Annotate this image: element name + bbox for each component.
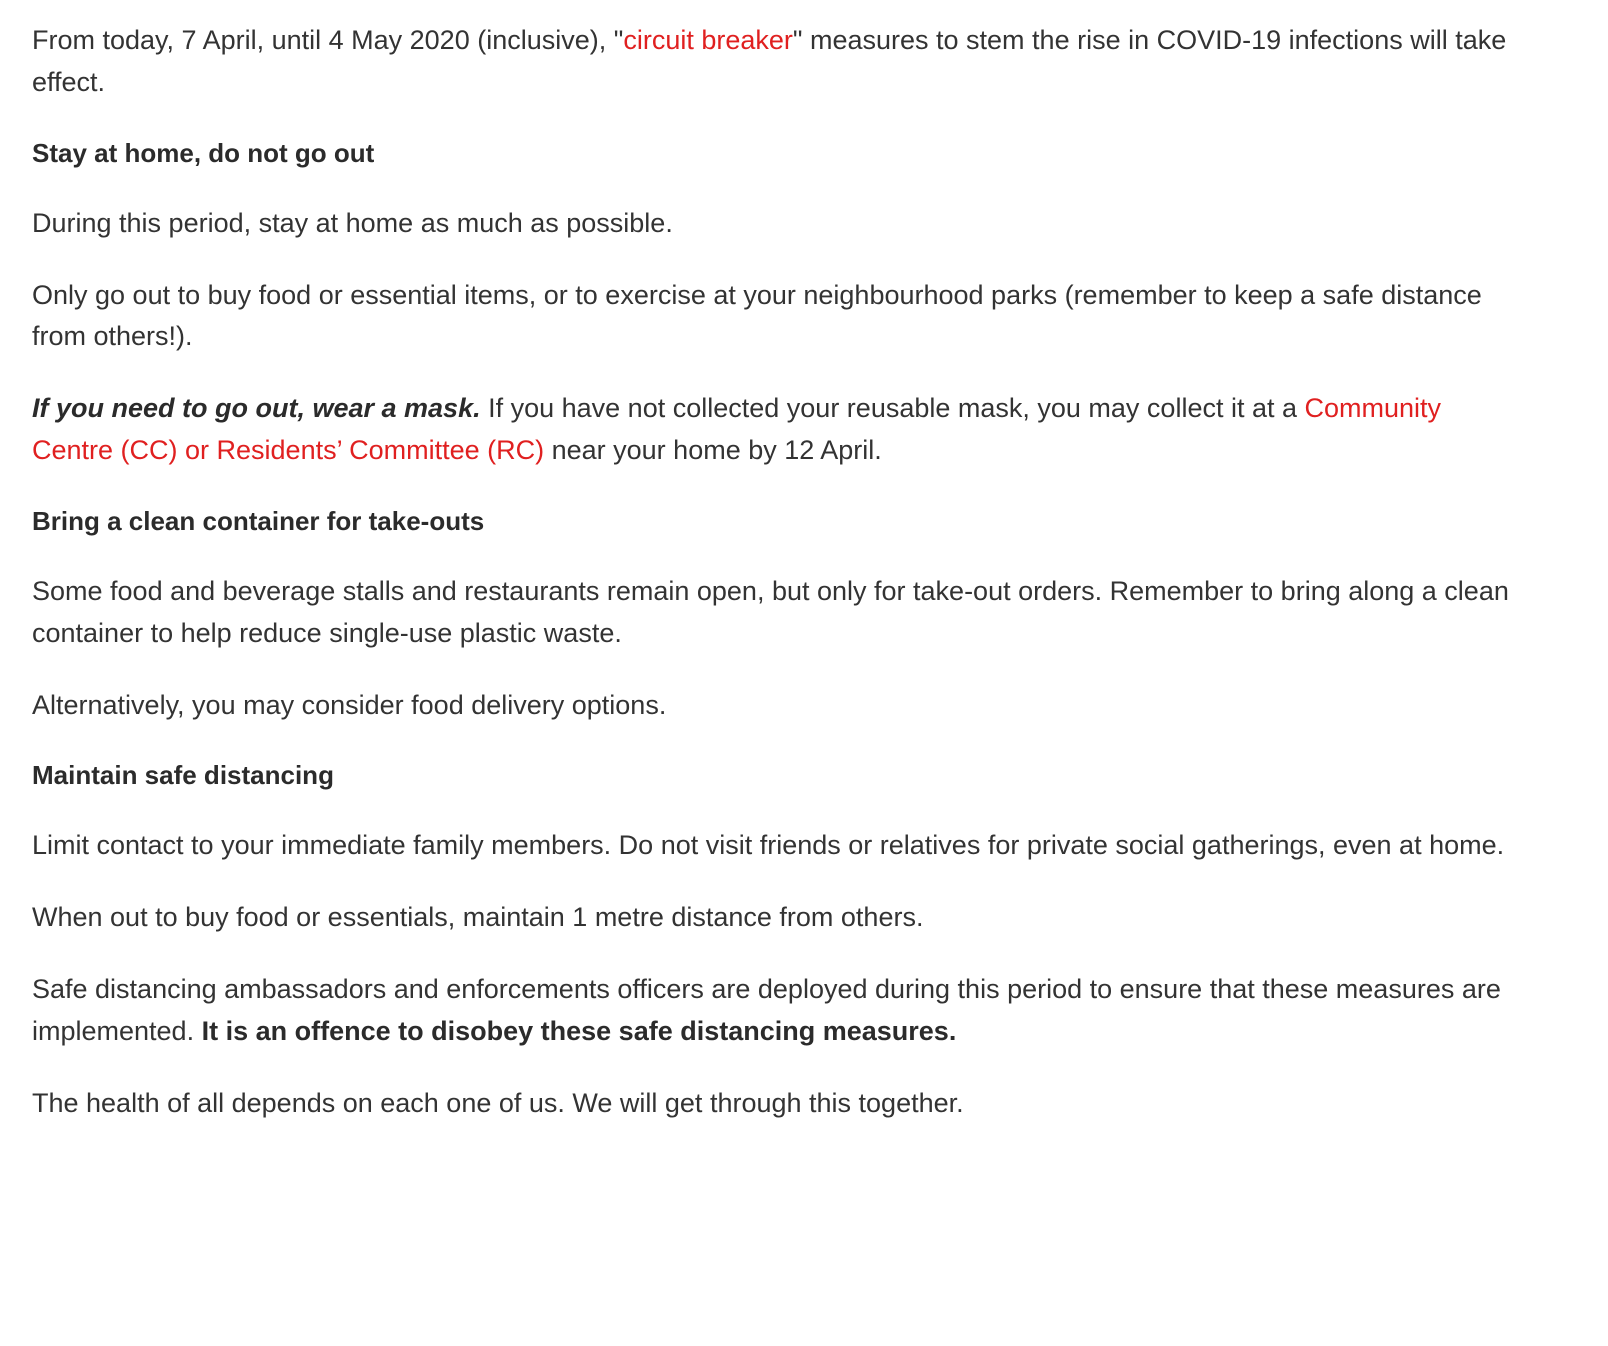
mask-lead-emphasis: If you need to go out, wear a mask.	[32, 393, 481, 424]
intro-text-after-link: " measures to stem the rise in COVID-19 infections will take effect.	[32, 25, 1507, 97]
paragraph-stay-home: During this period, stay at home as much as possible.	[32, 207, 673, 238]
section-heading-stay-at-home: Stay at home, do not go out	[32, 137, 375, 168]
paragraph-limit-contact: Limit contact to your immediate family members. Do not visit friends or relatives for private social gatherings, even at home.	[32, 830, 1505, 861]
mask-tail-text: near your home by 12 April.	[544, 435, 882, 466]
paragraph-one-metre: When out to buy food or essentials, maintain 1 metre distance from others.	[32, 902, 924, 933]
paragraph-enforcement	[32, 969, 1518, 1053]
enforcement-lead-text: Safe distancing ambassadors and enforcements officers are deployed during this period to ensure that these measures are implemented.	[32, 974, 1501, 1046]
section-heading-clean-container: Bring a clean container for take-outs	[32, 505, 485, 536]
enforcement-offence-emphasis: It is an offence to disobey these safe distancing measures.	[201, 1015, 957, 1046]
paragraph-closing: The health of all depends on each one of us. We will get through this together.	[32, 1087, 964, 1118]
circuit-breaker-link[interactable]: circuit breaker	[623, 25, 793, 55]
paragraph-food-delivery: Alternatively, you may consider food delivery options.	[32, 689, 667, 720]
paragraph-take-out-orders: Some food and beverage stalls and restaurants remain open, but only for take-out orders. Remember to bring along a clean container to help reduce single-use plastic waste.	[32, 575, 1509, 648]
community-centre-link[interactable]: Community Centre (CC) or Residents’ Committee (RC)	[32, 393, 1442, 466]
intro-text-before-link: From today, 7 April, until 4 May 2020 (inclusive), "	[32, 25, 624, 55]
section-heading-safe-distancing: Maintain safe distancing	[32, 760, 334, 791]
paragraph-go-out-essentials: Only go out to buy food or essential items, or to exercise at your neighbourhood parks (remember to keep a safe distance from others!).	[32, 279, 1482, 352]
mask-middle-text: If you have not collected your reusable mask, you may collect it at a	[480, 393, 1305, 424]
paragraph-wear-a-mask	[32, 388, 1518, 472]
intro-paragraph	[32, 20, 1518, 104]
